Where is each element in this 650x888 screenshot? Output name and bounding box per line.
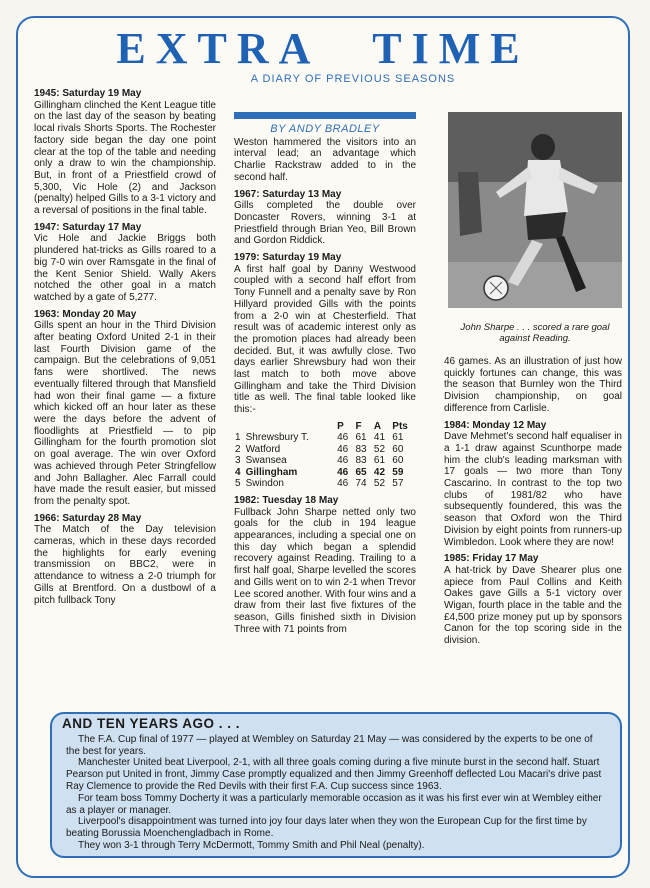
page-title: EXTRA TIME bbox=[116, 24, 530, 73]
table-cell: 65 bbox=[355, 466, 367, 478]
diary-entry bbox=[34, 222, 216, 304]
table-cell: 61 bbox=[373, 455, 386, 467]
table-cell: Swindon bbox=[245, 478, 284, 490]
table-cell: 46 bbox=[337, 455, 349, 467]
diary-entry bbox=[444, 553, 622, 647]
entry-text: A hat-trick by Dave Shearer plus one apiece from Paul Collins and Keith Oakes gave Gills a 5-1 victory over Wigan, fourth place in the table and the £4,500 prize money put up by sponsors Canon for the top scoring side in the division. bbox=[444, 564, 622, 647]
box-paragraph: The F.A. Cup final of 1977 — played at Wembley on Saturday 21 May — was considered by the experts to be one of the best for years. bbox=[66, 733, 593, 757]
table-cell: 83 bbox=[355, 443, 367, 455]
table-cell: 52 bbox=[373, 443, 386, 455]
page-subtitle: A DIARY OF PREVIOUS SEASONS bbox=[250, 73, 456, 85]
table-cell: 46 bbox=[337, 466, 349, 478]
table-header-row bbox=[234, 421, 416, 433]
table-cell: 3 bbox=[235, 455, 241, 467]
entry-date: 1947: Saturday 17 May bbox=[34, 221, 142, 233]
diary-entry bbox=[34, 309, 216, 508]
author-byline: BY ANDY BRADLEY bbox=[270, 123, 380, 135]
table-row bbox=[234, 467, 416, 479]
table-cell: 52 bbox=[373, 478, 386, 490]
diary-entry bbox=[444, 420, 622, 549]
table-cell: 74 bbox=[355, 478, 367, 490]
entry-text: Gills completed the double over Doncaster Rovers, winning 3-1 at Priestfield through Brian Yeo, Bill Brown and Gordon Riddick. bbox=[234, 200, 416, 247]
entry-date: 1982: Tuesday 18 May bbox=[234, 494, 339, 506]
box-paragraph: Liverpool's disappointment was turned into joy four days later when they won the European Cup for the first time by beating Borussia Moenchengladbach in Rome. bbox=[66, 816, 587, 840]
table-cell: 4 bbox=[235, 466, 241, 478]
box-heading: AND TEN YEARS AGO . . . bbox=[62, 716, 241, 731]
diary-entry bbox=[234, 252, 416, 416]
diary-entry bbox=[234, 189, 416, 248]
entry-text: A first half goal by Danny Westwood coupled with a second half effort from Tony Funnell and a penalty save by Ron Hillyard provided Gills with the points from a 2-0 win at Chesterfield. That result was of academic interest only as the promotion places had already been decided. But, it was awfully close. Two days earlier Shrewsbury had won their last match to both move above Gillingham and take the Third Division title as well. The final table looked like this:- bbox=[234, 263, 416, 416]
ten-years-ago-box bbox=[50, 712, 622, 858]
table-cell: 5 bbox=[235, 478, 241, 490]
column-2 bbox=[234, 112, 416, 640]
entry-date: 1979: Saturday 19 May bbox=[234, 252, 342, 264]
table-cell: 46 bbox=[337, 443, 349, 455]
entry-text: Gillingham clinched the Kent League title on the last day of the season by beating local rivals Shorts Sports. The Rochester factory side began the day one point clear at the top of the table and needing only a draw to win the championship. But, in front of a Priestfield crowd of 5,300, Vic Hole (2) and Jackson (penalty) helped Gills to a 3-1 victory and a reversal of positions in the final table. bbox=[34, 99, 216, 217]
table-header: F bbox=[355, 420, 362, 432]
table-row bbox=[234, 444, 416, 456]
diary-entry bbox=[34, 88, 216, 217]
entry-date: 1963: Monday 20 May bbox=[34, 308, 137, 320]
table-cell: 57 bbox=[392, 478, 404, 490]
entry-date: 1967: Saturday 13 May bbox=[234, 188, 342, 200]
entry-text: Vic Hole and Jackie Briggs both plundered hat-tricks as Gills roared to a big 7-0 win over Ramsgate in the final of the Kent Senior Shield. Wally Akers notched the other goal in a match watched by a gate of 5,277. bbox=[34, 233, 216, 303]
table-cell: 2 bbox=[235, 443, 241, 455]
table-cell: 60 bbox=[392, 455, 404, 467]
photo-illustration bbox=[448, 112, 622, 308]
table-cell: 61 bbox=[355, 432, 367, 444]
table-cell: Swansea bbox=[245, 455, 287, 467]
box-paragraph: They won 3-1 through Terry McDermott, Tommy Smith and Phil Neal (penalty). bbox=[78, 839, 425, 851]
table-cell: 42 bbox=[373, 466, 386, 478]
box-paragraph: Manchester United beat Liverpool, 2-1, with all three goals coming during a five minute burst in the second half. Stuart Pearson put United in front, Jimmy Case promptly equalized and then Jimmy Greenhoff deflected Lou Macari's drive past Ray Clemence to provide the Red Devils with their first F.A. Cup success since 1963. bbox=[66, 757, 602, 792]
entry-date: 1966: Saturday 28 May bbox=[34, 512, 142, 524]
entry-date: 1985: Friday 17 May bbox=[444, 553, 539, 565]
table-cell: Shrewsbury T. bbox=[245, 432, 309, 444]
table-cell: 46 bbox=[337, 432, 349, 444]
table-cell: Gillingham bbox=[245, 466, 298, 478]
table-cell: 83 bbox=[355, 455, 367, 467]
entry-text: Gills spent an hour in the Third Division after beating Oxford United 2-1 in their last Fourth Division game of the campaign. But the celebrations of 9,051 fans were shortlived. The news eventually filtered through that Mansfield had won their final game — a fixture which kicked off an hour later as these were the days before the advent of floodlights at Priestfield — to pip Gillingham for the fourth promotion slot on goal average. The win over Oxford was achieved through Peter Stringfellow and John Ballagher. Alec Farrall could have made the result easier, but missed from the penalty spot. bbox=[34, 320, 216, 507]
continued-text: Weston hammered the visitors into an interval lead; an advantage which Charlie Rackstraw added to in the second half. bbox=[234, 136, 416, 183]
column-1 bbox=[34, 88, 216, 611]
player-photo bbox=[448, 112, 622, 308]
table-row bbox=[234, 432, 416, 444]
diary-entry bbox=[34, 513, 216, 607]
masthead bbox=[16, 26, 630, 85]
table-row bbox=[234, 455, 416, 467]
table-cell: 59 bbox=[392, 466, 404, 478]
table-cell: 61 bbox=[392, 432, 404, 444]
entry-text: Dave Mehmet's second half equaliser in a 1-1 draw against Scunthorpe made him the club's leading marksman with 17 goals — two more than Tony Cascarino. In contrast to the top two clubs of 1981/82 who have subsequently foundered, this was the season that Oxford won the Third Division by eight points from runners-up Wimbledon. Look where they are now! bbox=[444, 431, 622, 548]
entry-text: Fullback John Sharpe netted only two goals for the club in 194 league appearances, including a special one on this day which began a splendid recovery against Reading. Trailing to a first half goal, Sharpe levelled the scores and Gills went on to win 2-1 when Trevor Lee scored another. With four wins and a draw from their last five fixtures of the season, Gills finished sixth in Division Three with 71 points from bbox=[234, 506, 416, 635]
box-paragraph: For team boss Tommy Docherty it was a particularly memorable occasion as it was his first ever win at Wembley either as a player or manager. bbox=[66, 792, 602, 816]
table-cell: 1 bbox=[235, 432, 241, 444]
table-header: Pts bbox=[392, 420, 408, 432]
entry-date: 1984: Monday 12 May bbox=[444, 419, 547, 431]
table-cell: 46 bbox=[337, 478, 349, 490]
continued-text: 46 games. As an illustration of just how quickly fortunes can change, this was the season that Burnley won the Third Division championship, on goal difference from Carlisle. bbox=[444, 356, 622, 414]
entry-text: The Match of the Day television cameras, which in these days recorded the highlights for early evening transmission on BBC2, were in attendance to witness a 2-0 triumph for Gills at Brentford. On a dustbowl of a pitch fullback Tony bbox=[34, 524, 216, 606]
photo-caption: John Sharpe . . . scored a rare goal against Reading. bbox=[460, 322, 610, 344]
table-cell: Watford bbox=[245, 443, 281, 455]
diary-entry bbox=[234, 495, 416, 635]
table-cell: 60 bbox=[392, 443, 404, 455]
entry-date: 1945: Saturday 19 May bbox=[34, 88, 142, 99]
table-row bbox=[234, 478, 416, 490]
table-cell: 41 bbox=[373, 432, 386, 444]
league-table bbox=[234, 421, 416, 490]
table-header: P bbox=[337, 420, 344, 432]
table-header: A bbox=[373, 420, 382, 432]
column-3 bbox=[444, 356, 622, 652]
